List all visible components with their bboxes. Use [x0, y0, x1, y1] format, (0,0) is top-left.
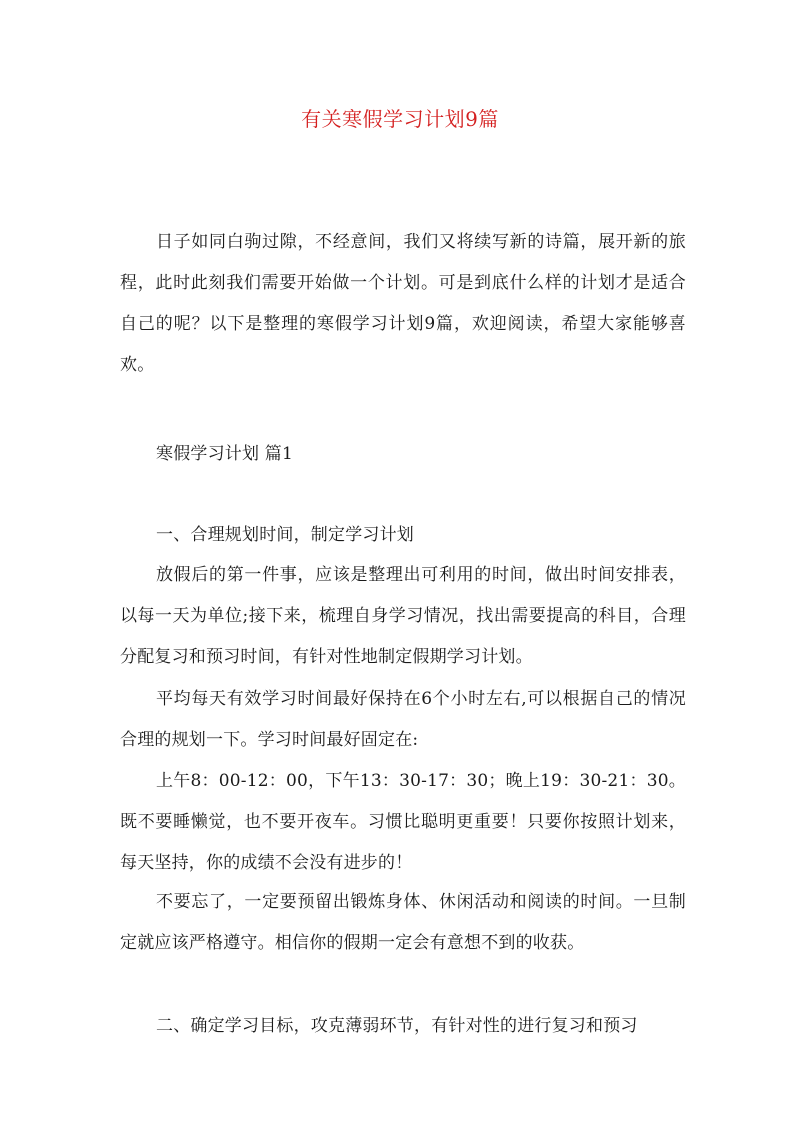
paragraph-time-plan: 放假后的第一件事，应该是整理出可利用的时间，做出时间安排表，以每一天为单位;接下来，梳理自身学习情况，找出需要提高的科目，合理分配复习和预习时间，有针对性地制定假期学习计划。: [120, 565, 686, 667]
section-heading: 寒假学习计划 篇1: [156, 444, 294, 464]
intro-paragraph: 日子如同白驹过隙，不经意间，我们又将续写新的诗篇，展开新的旅程，此时此刻我们需要开始做一个计划。可是到底什么样的计划才是适合自己的呢？以下是整理的寒假学习计划9篇，欢迎阅读，希望大家能够喜欢。: [120, 232, 686, 375]
paragraph-reminder: 不要忘了，一定要预留出锻炼身体、休闲活动和阅读的时间。一旦制定就应该严格遵守。相信你的假期一定会有意想不到的收获。: [120, 892, 686, 953]
point-heading-1: 一、合理规划时间，制定学习计划: [156, 525, 414, 545]
document-title: 有关寒假学习计划9篇: [301, 107, 499, 131]
paragraph-schedule: 上午8：00-12：00，下午13：30-17：30；晚上19：30-21：30。既不要睡懒觉，也不要开夜车。习惯比聪明更重要！只要你按照计划来，每天坚持，你的成绩不会没有进步的！: [120, 771, 686, 873]
paragraph-study-hours: 平均每天有效学习时间最好保持在6个小时左右,可以根据自己的情况合理的规划一下。学习时间最好固定在:: [120, 689, 686, 750]
point-heading-2: 二、确定学习目标，攻克薄弱环节，有针对性的进行复习和预习: [156, 1016, 638, 1036]
